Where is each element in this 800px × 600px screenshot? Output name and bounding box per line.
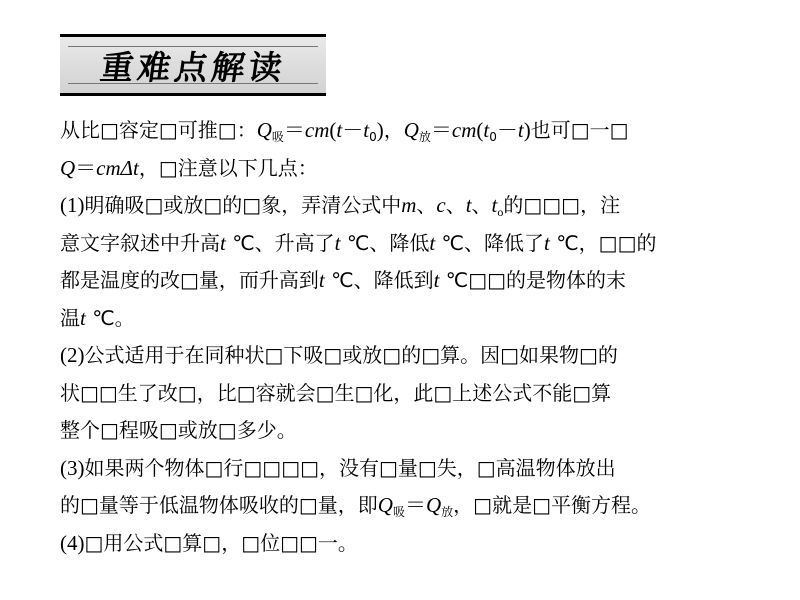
math-paren: ( [476,118,484,142]
math-operator: ＝ [404,493,426,517]
text-span: ℃、降低 [340,230,430,255]
math-symbol: t [465,193,472,217]
text-span: 温 [60,305,80,330]
text-span: ℃。 [85,305,135,330]
section-title: 重难点解读 [97,47,288,87]
text-span: ，□就是□平衡方程。 [453,493,651,517]
math-operator: ＝ [430,118,452,142]
text-span: ℃、降低了 [435,230,545,255]
text-span: ， [383,118,404,142]
text-span: 明确吸□或放□的□象，弄清公式中 [84,193,402,217]
text-span: 公式适用于在同种状□下吸□或放□的□算。因□如果物□的 [84,343,618,367]
math-symbol: t [517,118,524,142]
item-number: (2) [60,343,85,367]
text-line [60,412,790,450]
text-line [60,187,790,225]
text-span: 、 [416,193,437,217]
math-symbol: t [429,230,436,255]
math-symbol: t [483,118,490,142]
text-line [60,262,790,300]
math-operator: － [342,118,364,142]
text-body [60,112,790,562]
text-line [60,150,790,188]
math-symbol: Q [60,155,76,180]
text-line [60,225,790,263]
subscript: o [497,205,504,219]
text-line [60,300,790,338]
subscript: 吸 [392,505,405,519]
math-paren: ( [329,118,337,142]
text-span: 也可□一□ [530,118,629,142]
text-span: 状□□生了改□，比□容就会□生□化，此□上述公式不能□算 [60,380,612,405]
math-operator: － [496,118,518,142]
text-span: 、 [471,193,492,217]
math-symbol: t [363,118,370,142]
text-span: □用公式□算□，□位□□一。 [84,530,358,555]
section-header-inner [68,46,318,87]
subscript: 0 [369,130,377,144]
math-paren: ) [376,118,384,142]
subscript: 0 [489,130,497,144]
math-operator: ＝ [75,155,97,180]
text-line [60,487,790,525]
math-symbol: Q [403,118,419,142]
text-line [60,375,790,413]
math-symbol: cm [451,118,477,142]
text-span: 意文字叙述中升高 [60,230,220,255]
math-symbol: Q [256,118,272,142]
text-span: 如果两个物体□行□□□□，没有□量□失，□高温物体放出 [84,455,616,480]
subscript: 吸 [271,130,284,144]
text-span: 的□量等于低温物体吸收的□量，即 [60,493,378,517]
text-line [60,525,790,563]
text-span: ℃，□□的 [549,230,657,255]
section-header-banner [60,34,326,96]
math-symbol: cmΔt [96,155,139,180]
math-symbol: c [436,193,446,217]
math-operator: ＝ [283,118,305,142]
text-span: 的□□□，注 [503,193,621,217]
text-line [60,337,790,375]
subscript: 放 [441,505,454,519]
math-symbol: t [318,268,325,292]
text-span: ，□注意以下几点： [138,155,318,180]
text-line [60,450,790,488]
math-symbol: t [491,193,498,217]
item-number: (4) [60,530,85,555]
text-span: 都是温度的改□量，而升高到 [60,268,319,292]
math-symbol: m [401,193,417,217]
math-symbol: Q [425,493,442,517]
item-number: (1) [60,193,85,217]
math-symbol: t [433,268,440,292]
text-line [60,112,790,150]
math-symbol: t [220,230,226,255]
text-span: ℃、降低到 [324,268,434,292]
math-symbol: t [80,305,86,330]
text-span: ℃、升高了 [225,230,335,255]
item-number: (3) [60,455,85,480]
text-span: 从比□容定□可推□： [60,118,257,142]
math-symbol: t [544,230,550,255]
text-span: 整个□程吸□或放□多少。 [60,418,297,442]
subscript: 放 [418,130,431,144]
math-symbol: cm [304,118,330,142]
math-paren: ) [523,118,531,142]
math-symbol: Q [377,493,393,517]
math-symbol: t [336,118,343,142]
text-span: 、 [445,193,466,217]
math-symbol: t [334,230,341,255]
text-span: ℃□□的是物体的末 [439,268,627,292]
